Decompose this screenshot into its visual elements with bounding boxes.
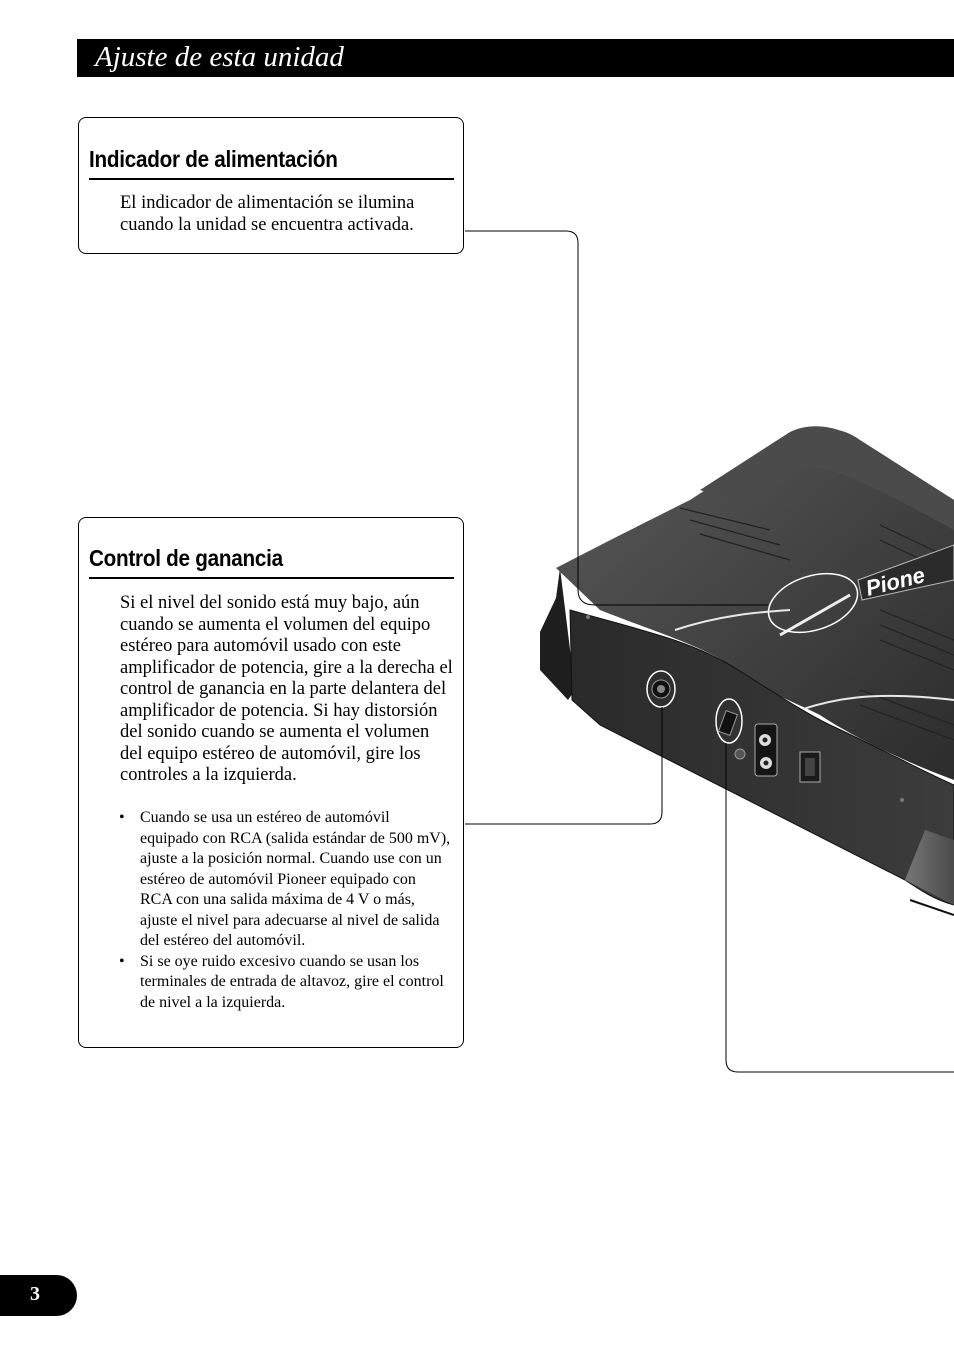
- gain-control-text: Si el nivel del sonido está muy bajo, aún cuando se aumenta el volumen del equipo estéreo para automóvil usado con este amplificador de potencia, gire a la derecha el control de ganancia en la parte delantera del amplificador de potencia. Si hay distorsión del sonido cuando se aumenta el volumen del equipo estéreo de automóvil, gire los controles a la izquierda.: [120, 593, 453, 785]
- heading-divider: [89, 577, 454, 579]
- page-number: 3: [30, 1283, 40, 1305]
- page-number-tab: [0, 1275, 77, 1316]
- list-item: • Cuando se usa un estéreo de automóvil equipado con RCA (salida estándar de 500 mV), ajuste a la posición normal. Cuando use con un estéreo de automóvil Pioneer equipado con RCA con una salida máxima de 4 V o más, ajuste el nivel para adecuarse al nivel de salida del estéreo del automóvil.: [119, 809, 451, 949]
- pioneer-logo: Pione: [863, 562, 928, 601]
- gain-control-notes: [119, 808, 451, 1013]
- power-indicator-box: [78, 117, 464, 254]
- list-item: • Si se oye ruido excesivo cuando se usan los terminales de entrada de altavoz, gire el control de nivel a la izquierda.: [119, 952, 444, 1011]
- power-indicator-heading: Indicador de alimentación: [89, 146, 338, 172]
- heading-divider: [89, 178, 454, 180]
- gain-control-box: [78, 517, 464, 1048]
- amp-left-foot: [540, 568, 575, 700]
- power-indicator-text: El indicador de alimentación se ilumina cuando la unidad se encuentra activada.: [120, 193, 415, 235]
- gain-control-heading: Control de ganancia: [89, 545, 283, 571]
- page-title: Ajuste de esta unidad: [95, 41, 344, 73]
